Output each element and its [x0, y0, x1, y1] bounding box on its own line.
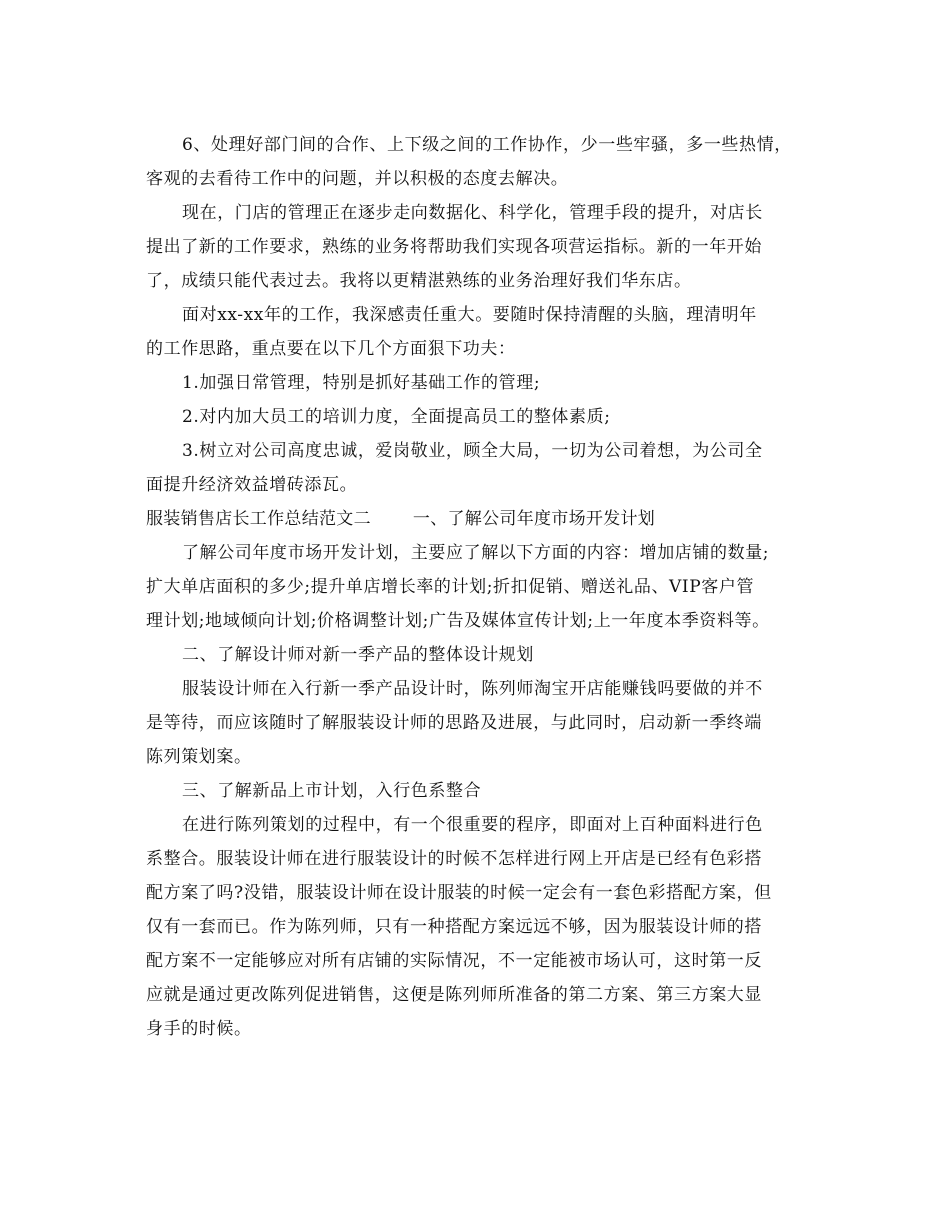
- paragraph-line: 的工作思路，重点要在以下几个方面狠下功夫：: [146, 339, 516, 359]
- subheading: 三、了解新品上市计划，入行色系整合: [182, 781, 482, 801]
- paragraph-line: 服装设计师在入行新一季产品设计时，陈列师淘宝开店能赚钱吗要做的并不: [182, 679, 763, 699]
- paragraph-line: 客观的去看待工作中的问题，并以积极的态度去解决。: [146, 169, 569, 189]
- list-item: 1.加强日常管理，特别是抓好基础工作的管理;: [182, 373, 541, 393]
- list-item: 3.树立对公司高度忠诚，爱岗敬业，顾全大局，一切为公司着想，为公司全: [182, 441, 763, 461]
- paragraph-line: 提出了新的工作要求，熟练的业务将帮助我们实现各项营运指标。新的一年开始: [146, 237, 762, 257]
- paragraph-line: 理计划;地域倾向计划;价格调整计划;广告及媒体宣传计划;上一年度本季资料等。: [146, 611, 770, 631]
- paragraph-line: 面提升经济效益增砖添瓦。: [146, 475, 358, 495]
- paragraph-line: 是等待，而应该随时了解服装设计师的思路及进展，与此同时，启动新一季终端: [146, 713, 762, 733]
- paragraph-line: 仅有一套而已。作为陈列师，只有一种搭配方案远远不够，因为服装设计师的搭: [146, 917, 762, 937]
- paragraph-line: 配方案不一定能够应对所有店铺的实际情况，不一定能被市场认可，这时第一反: [146, 951, 762, 971]
- paragraph-line: 了解公司年度市场开发计划，主要应了解以下方面的内容：增加店铺的数量;: [182, 543, 770, 563]
- paragraph-line: 陈列策划案。: [146, 747, 252, 767]
- paragraph-line: 面对xx-xx年的工作，我深感责任重大。要随时保持清醒的头脑，理清明年: [182, 305, 757, 325]
- section-heading-line: [146, 502, 810, 536]
- paragraph-line: 身手的时候。: [146, 1019, 252, 1039]
- paragraph-line: 系整合。服装设计师在进行服装设计的时候不怎样进行网上开店是已经有色彩搭: [146, 849, 762, 869]
- paragraph-line: 了，成绩只能代表过去。我将以更精湛熟练的业务治理好我们华东店。: [146, 271, 692, 291]
- paragraph-line: 现在，门店的管理正在逐步走向数据化、科学化，管理手段的提升，对店长: [182, 203, 763, 223]
- paragraph-line: 扩大单店面积的多少;提升单店增长率的计划;折扣促销、赠送礼品、VIP客户管: [146, 577, 755, 597]
- paragraph-line: 配方案了吗?没错，服装设计师在设计服装的时候一定会有一套色彩搭配方案，但: [146, 883, 772, 903]
- section-first-point: 一、了解公司年度市场开发计划: [412, 509, 656, 529]
- paragraph-line: 6、处理好部门间的合作、上下级之间的工作协作，少一些牢骚，多一些热情，: [182, 135, 792, 155]
- list-item: 2.对内加大员工的培训力度，全面提高员工的整体素质;: [182, 407, 611, 427]
- section-title: 服装销售店长工作总结范文二: [146, 509, 371, 529]
- subheading: 二、了解设计师对新一季产品的整体设计规划: [182, 645, 534, 665]
- paragraph-line: 在进行陈列策划的过程中，有一个很重要的程序，即面对上百种面料进行色: [182, 815, 763, 835]
- document-body: [146, 128, 810, 1046]
- paragraph-line: 应就是通过更改陈列促进销售，这便是陈列师所准备的第二方案、第三方案大显: [146, 985, 762, 1005]
